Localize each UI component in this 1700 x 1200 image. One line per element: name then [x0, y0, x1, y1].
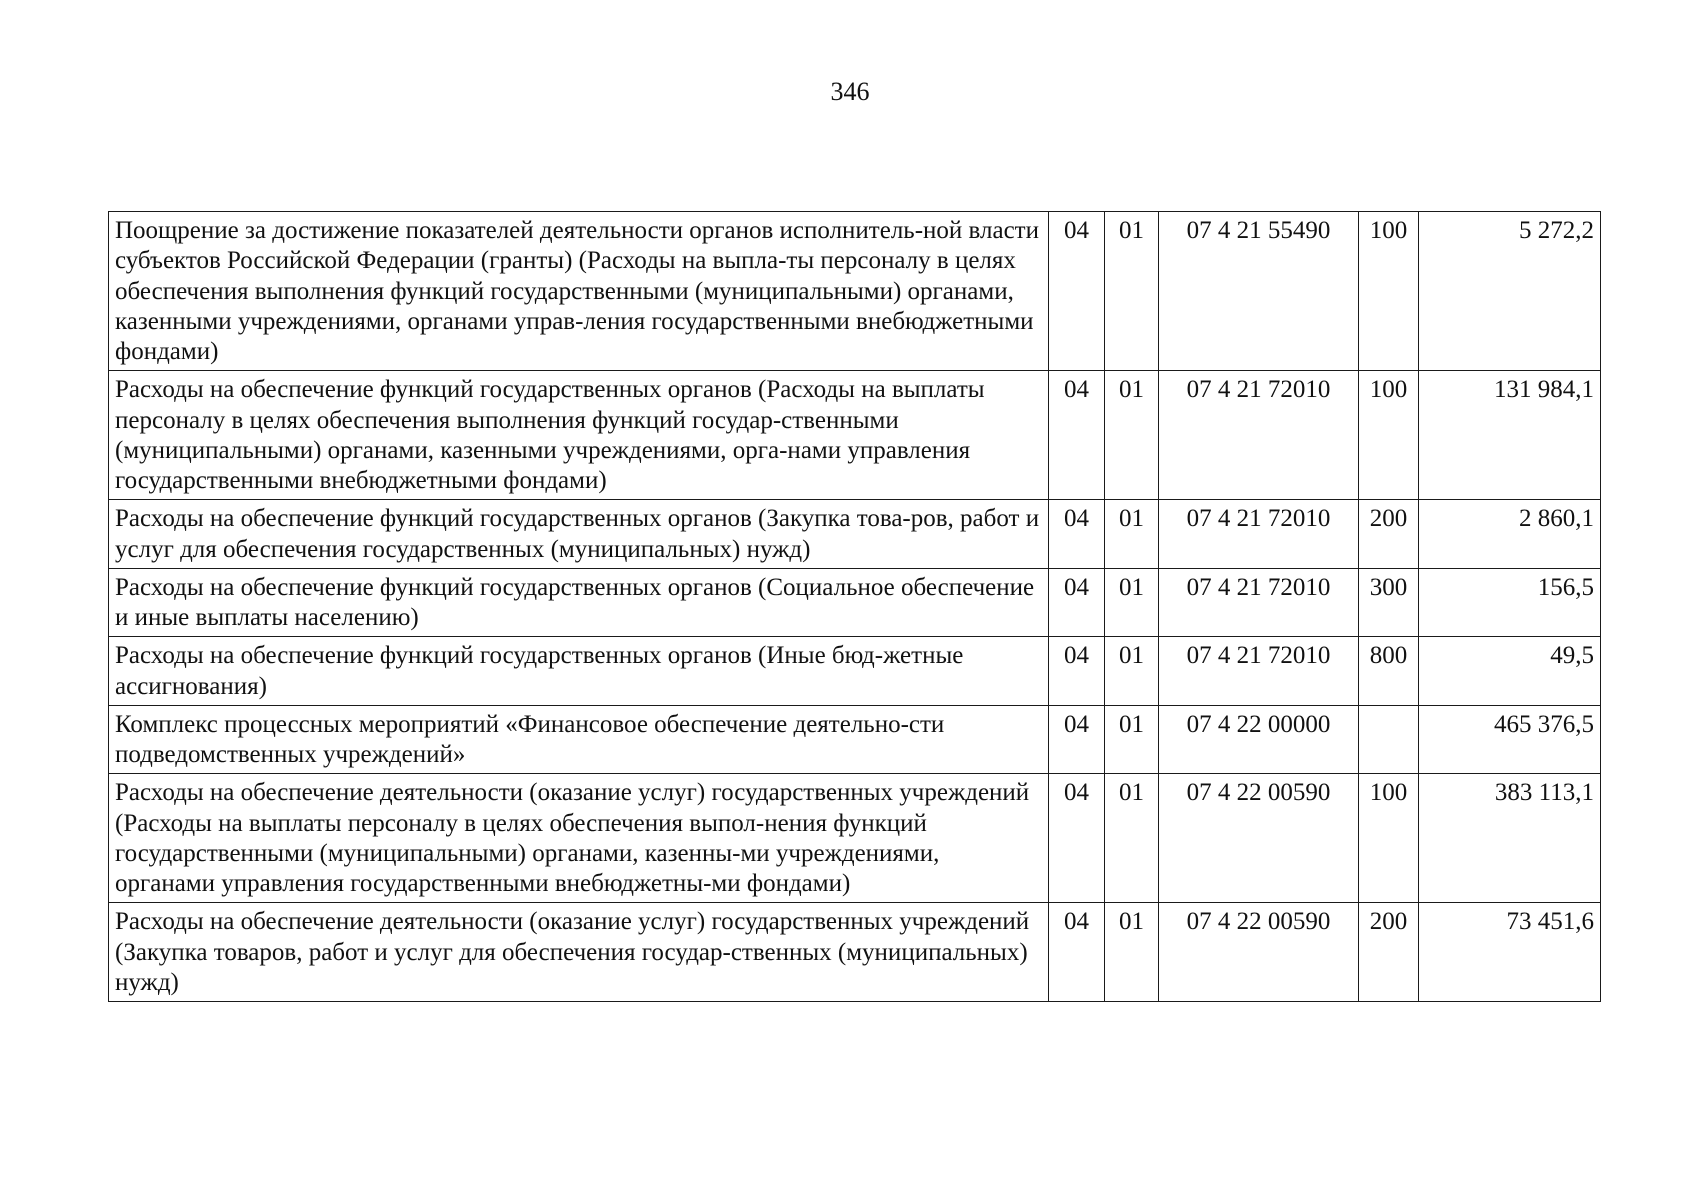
- budget-table: [108, 211, 1601, 1002]
- expense-type-code: 200: [1359, 500, 1419, 569]
- row-description: Расходы на обеспечение функций государственных органов (Расходы на выплаты персоналу в целях обеспечения выполнения функций государ-ственными (муниципальными) органами, казенными учреждениями, орга-нами управления государственными внебюджетными фондами): [109, 371, 1049, 500]
- target-article-code: 07 4 22 00000: [1159, 705, 1359, 774]
- table-row: [109, 212, 1601, 371]
- amount: 383 113,1: [1419, 774, 1601, 903]
- expense-type-code: 100: [1359, 212, 1419, 371]
- section-code: 04: [1049, 903, 1105, 1002]
- section-code: 04: [1049, 637, 1105, 706]
- target-article-code: 07 4 21 72010: [1159, 500, 1359, 569]
- amount: 2 860,1: [1419, 500, 1601, 569]
- amount: 156,5: [1419, 568, 1601, 637]
- table-row: [109, 637, 1601, 706]
- row-description: Поощрение за достижение показателей деятельности органов исполнитель-ной власти субъектов Российской Федерации (гранты) (Расходы на выпла-ты персоналу в целях обеспечения выполнения функций государственными (муниципальными) органами, казенными учреждениями, органами управ-ления государственными внебюджетными фондами): [109, 212, 1049, 371]
- row-description: Расходы на обеспечение деятельности (оказание услуг) государственных учреждений (Закупка товаров, работ и услуг для обеспечения государ-ственных (муниципальных) нужд): [109, 903, 1049, 1002]
- subsection-code: 01: [1105, 705, 1159, 774]
- amount: 465 376,5: [1419, 705, 1601, 774]
- table-row: [109, 705, 1601, 774]
- table-row: [109, 500, 1601, 569]
- expense-type-code: 800: [1359, 637, 1419, 706]
- section-code: 04: [1049, 774, 1105, 903]
- amount: 73 451,6: [1419, 903, 1601, 1002]
- subsection-code: 01: [1105, 568, 1159, 637]
- row-description: Расходы на обеспечение деятельности (оказание услуг) государственных учреждений (Расходы на выплаты персоналу в целях обеспечения выпол-нения функций государственными (муниципальными) органами, казенны-ми учреждениями, органами управления государственными внебюджетны-ми фондами): [109, 774, 1049, 903]
- row-description: Комплекс процессных мероприятий «Финансовое обеспечение деятельно-сти подведомственных учреждений»: [109, 705, 1049, 774]
- row-description: Расходы на обеспечение функций государственных органов (Иные бюд-жетные ассигнования): [109, 637, 1049, 706]
- subsection-code: 01: [1105, 637, 1159, 706]
- expense-type-code: 300: [1359, 568, 1419, 637]
- section-code: 04: [1049, 568, 1105, 637]
- page-number: 346: [830, 77, 870, 106]
- amount: 131 984,1: [1419, 371, 1601, 500]
- expense-type-code: 200: [1359, 903, 1419, 1002]
- subsection-code: 01: [1105, 212, 1159, 371]
- subsection-code: 01: [1105, 500, 1159, 569]
- subsection-code: 01: [1105, 371, 1159, 500]
- row-description: Расходы на обеспечение функций государственных органов (Социальное обеспечение и иные выплаты населению): [109, 568, 1049, 637]
- row-description: Расходы на обеспечение функций государственных органов (Закупка това-ров, работ и услуг для обеспечения государственных (муниципальных) нужд): [109, 500, 1049, 569]
- table-row: [109, 774, 1601, 903]
- target-article-code: 07 4 21 72010: [1159, 568, 1359, 637]
- amount: 49,5: [1419, 637, 1601, 706]
- expense-type-code: 100: [1359, 371, 1419, 500]
- subsection-code: 01: [1105, 774, 1159, 903]
- target-article-code: 07 4 21 72010: [1159, 371, 1359, 500]
- section-code: 04: [1049, 705, 1105, 774]
- target-article-code: 07 4 22 00590: [1159, 774, 1359, 903]
- target-article-code: 07 4 21 72010: [1159, 637, 1359, 706]
- section-code: 04: [1049, 500, 1105, 569]
- expense-type-code: [1359, 705, 1419, 774]
- table-row: [109, 903, 1601, 1002]
- amount: 5 272,2: [1419, 212, 1601, 371]
- subsection-code: 01: [1105, 903, 1159, 1002]
- expense-type-code: 100: [1359, 774, 1419, 903]
- target-article-code: 07 4 22 00590: [1159, 903, 1359, 1002]
- section-code: 04: [1049, 371, 1105, 500]
- table-row: [109, 371, 1601, 500]
- table-row: [109, 568, 1601, 637]
- section-code: 04: [1049, 212, 1105, 371]
- target-article-code: 07 4 21 55490: [1159, 212, 1359, 371]
